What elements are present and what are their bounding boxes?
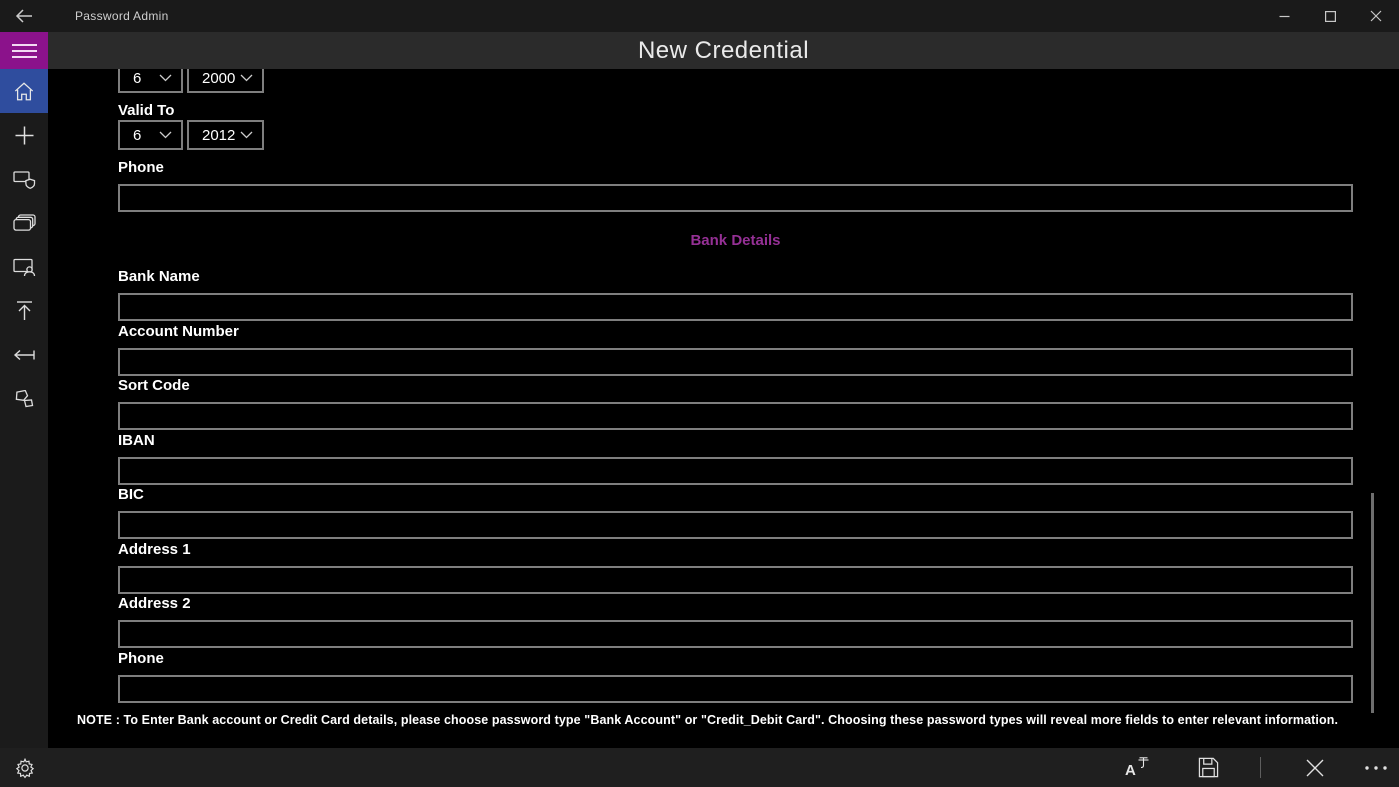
close-window-button[interactable] <box>1353 0 1399 32</box>
sidebar-item-categories[interactable] <box>0 377 48 421</box>
account-number-input[interactable] <box>118 348 1353 376</box>
sidebar-item-credentials[interactable] <box>0 157 48 201</box>
cards-icon <box>13 214 36 232</box>
command-bar-divider <box>1260 757 1261 778</box>
save-icon <box>1198 757 1219 778</box>
titlebar <box>0 0 1399 32</box>
maximize-icon <box>1325 11 1336 22</box>
note-text: NOTE : To Enter Bank account or Credit Card details, please choose password type "Bank Account" or "Credit_Debit Card". Choosing these password types will reveal more fields to enter relevant information. <box>77 713 1339 727</box>
bank-phone-label: Phone <box>118 650 164 667</box>
plus-icon <box>15 126 34 145</box>
address-2-input[interactable] <box>118 620 1353 648</box>
close-icon <box>1306 759 1324 777</box>
settings-button[interactable] <box>1 748 49 787</box>
valid-to-month-value: 6 <box>133 126 142 144</box>
card-phone-label: Phone <box>118 159 164 176</box>
sidebar <box>0 32 48 748</box>
ellipsis-icon <box>1364 765 1388 771</box>
chevron-down-icon <box>159 74 172 82</box>
address-1-input[interactable] <box>118 566 1353 594</box>
sidebar-item-cards[interactable] <box>0 201 48 245</box>
sidebar-item-export[interactable] <box>0 289 48 333</box>
iban-label: IBAN <box>118 432 155 449</box>
bank-name-label: Bank Name <box>118 268 200 285</box>
address-2-label: Address 2 <box>118 595 191 612</box>
minimize-button[interactable] <box>1261 0 1307 32</box>
hamburger-menu-button[interactable] <box>0 32 48 69</box>
bic-label: BIC <box>118 486 144 503</box>
characters-button[interactable] <box>1113 748 1161 787</box>
page-title: New Credential <box>637 36 810 64</box>
chevron-down-icon <box>240 74 253 82</box>
form-scroll-area <box>48 69 1399 748</box>
gear-icon <box>14 757 36 779</box>
account-number-label: Account Number <box>118 323 239 340</box>
bank-phone-input[interactable] <box>118 675 1353 703</box>
back-button[interactable] <box>0 0 48 32</box>
sidebar-item-home[interactable] <box>0 69 48 113</box>
maximize-button[interactable] <box>1307 0 1353 32</box>
save-button[interactable] <box>1184 748 1232 787</box>
chevron-down-icon <box>159 131 172 139</box>
app-title: Password Admin <box>75 9 169 23</box>
more-button[interactable] <box>1352 748 1399 787</box>
contact-card-icon <box>13 258 36 277</box>
vertical-scrollbar[interactable] <box>1371 493 1374 713</box>
sidebar-item-add-credential[interactable] <box>0 113 48 157</box>
cancel-button[interactable] <box>1291 748 1339 787</box>
hamburger-icon <box>12 44 37 58</box>
valid-to-year-value: 2012 <box>202 126 236 144</box>
bank-details-section-title: Bank Details <box>690 232 781 249</box>
bic-input[interactable] <box>118 511 1353 539</box>
upload-icon <box>16 301 33 321</box>
sort-code-input[interactable] <box>118 402 1353 430</box>
sidebar-item-contacts[interactable] <box>0 245 48 289</box>
window-controls <box>1261 0 1399 32</box>
credential-shield-icon <box>13 169 36 189</box>
close-window-icon <box>1370 10 1382 22</box>
back-arrow-icon <box>15 8 33 24</box>
valid-to-month-dropdown[interactable] <box>118 120 183 150</box>
valid-to-year-dropdown[interactable] <box>187 120 264 150</box>
command-bar <box>0 748 1399 787</box>
address-1-label: Address 1 <box>118 541 191 558</box>
valid-to-label: Valid To <box>118 102 175 119</box>
bank-name-input[interactable] <box>118 293 1353 321</box>
page-header <box>48 32 1399 69</box>
card-phone-input[interactable] <box>118 184 1353 212</box>
sort-code-label: Sort Code <box>118 377 190 394</box>
home-icon <box>13 81 35 102</box>
shapes-icon <box>14 390 34 409</box>
valid-from-year-dropdown[interactable] <box>187 69 264 93</box>
characters-icon: A <box>1125 757 1149 779</box>
valid-from-month-dropdown[interactable] <box>118 69 183 93</box>
valid-from-year-value: 2000 <box>202 69 236 87</box>
iban-input[interactable] <box>118 457 1353 485</box>
minimize-icon <box>1279 11 1290 22</box>
valid-from-month-value: 6 <box>133 69 142 87</box>
return-arrow-icon <box>13 348 35 362</box>
chevron-down-icon <box>240 131 253 139</box>
sidebar-item-import[interactable] <box>0 333 48 377</box>
